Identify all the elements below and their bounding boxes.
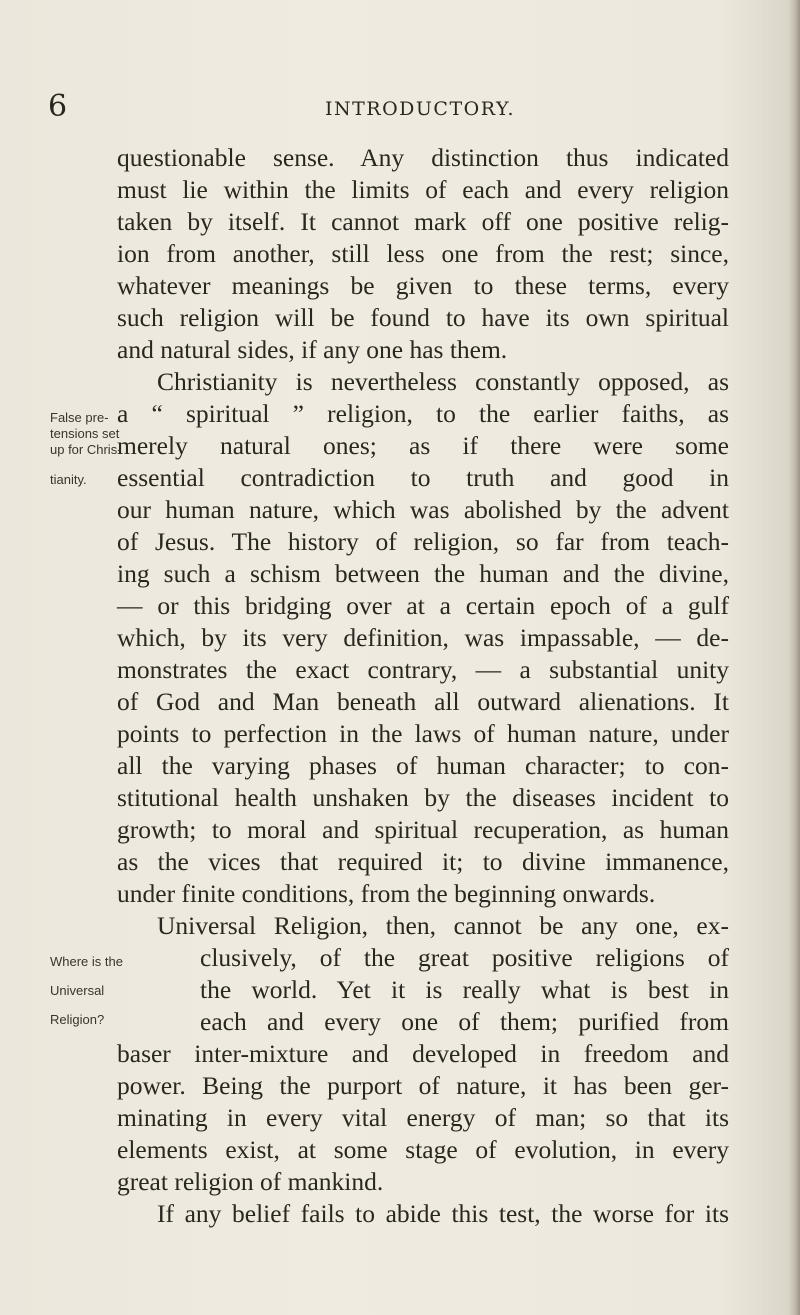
text-line: all the varying phases of human character; to con- [117, 751, 729, 780]
text-line: such religion will be found to have its own spiritual [117, 303, 729, 332]
text-line: growth; to moral and spiritual recuperation, as human [117, 815, 729, 844]
text-line: as the vices that required it; to divine immanence, [117, 847, 729, 876]
page-edge-shadow [788, 0, 800, 1315]
margin-note: Universal [50, 983, 105, 998]
text-line: of Jesus. The history of religion, so far from teach- [117, 527, 729, 556]
text-line: points to perfection in the laws of human nature, under [117, 719, 729, 748]
text-line: stitutional health unshaken by the diseases incident to [117, 783, 729, 812]
text-line: taken by itself. It cannot mark off one positive relig- [117, 207, 729, 236]
margin-note: tianity. [50, 472, 87, 487]
margin-note: Where is the [50, 954, 123, 969]
text-line: clusively, of the great positive religions of [200, 943, 729, 972]
text-line: merely natural ones; as if there were some [117, 431, 729, 460]
text-line: If any belief fails to abide this test, the worse for its [157, 1199, 729, 1228]
text-line: elements exist, at some stage of evolution, in every [117, 1135, 729, 1164]
text-line: Universal Religion, then, cannot be any one, ex- [157, 911, 729, 940]
text-line: must lie within the limits of each and every religion [117, 175, 729, 204]
text-line: each and every one of them; purified from [200, 1007, 729, 1036]
text-line: baser inter-mixture and developed in freedom and [117, 1039, 729, 1068]
text-line: of God and Man beneath all outward alienations. It [117, 687, 729, 716]
text-line: under finite conditions, from the beginning onwards. [117, 879, 656, 908]
text-line: monstrates the exact contrary, — a substantial unity [117, 655, 729, 684]
text-line: power. Being the purport of nature, it has been ger- [117, 1071, 729, 1100]
text-line: our human nature, which was abolished by the advent [117, 495, 729, 524]
margin-note: tensions set [50, 426, 120, 441]
text-line: and natural sides, if any one has them. [117, 335, 508, 364]
text-line: great religion of mankind. [117, 1167, 384, 1196]
text-line: questionable sense. Any distinction thus indicated [117, 143, 729, 172]
margin-note: up for Chris- [50, 442, 122, 457]
text-line: whatever meanings be given to these terms, every [117, 271, 729, 300]
text-line: minating in every vital energy of man; so that its [117, 1103, 729, 1132]
text-line: the world. Yet it is really what is best in [200, 975, 729, 1004]
text-line: — or this bridging over at a certain epoch of a gulf [117, 591, 729, 620]
text-line: Christianity is nevertheless constantly opposed, as [157, 367, 729, 396]
running-head: INTRODUCTORY. [325, 98, 516, 120]
text-line: a “ spiritual ” religion, to the earlier faiths, as [117, 399, 729, 428]
text-line: essential contradiction to truth and good in [117, 463, 729, 492]
text-line: ing such a schism between the human and the divine, [117, 559, 729, 588]
text-line: which, by its very definition, was impassable, — de- [117, 623, 729, 652]
page-number: 6 [48, 89, 68, 124]
margin-note: Religion? [50, 1012, 105, 1027]
page-header [0, 89, 800, 124]
margin-note: False pre- [50, 410, 109, 425]
text-line: ion from another, still less one from the rest; since, [117, 239, 729, 268]
